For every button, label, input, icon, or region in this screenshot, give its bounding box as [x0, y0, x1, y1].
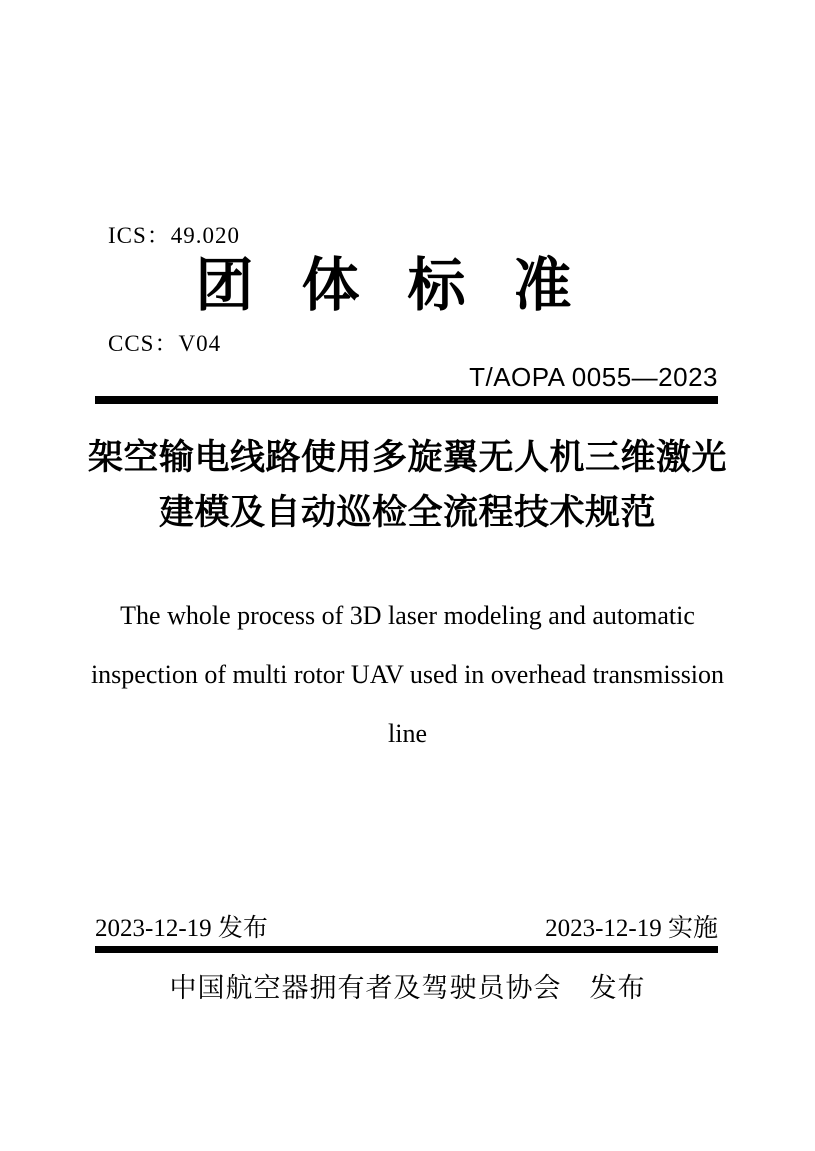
title-chinese: [0, 430, 815, 540]
title-english: [0, 586, 815, 763]
bottom-rule-divider: [95, 946, 718, 953]
title-chinese-line-1: 架空输电线路使用多旋翼无人机三维激光: [87, 438, 727, 477]
title-english-line-2: inspection of multi rotor UAV used in overhead transmission: [90, 660, 725, 689]
top-rule-divider: [95, 396, 718, 404]
issue-date: 2023-12-19 发布: [95, 915, 268, 942]
publisher-line: 中国航空器拥有者及驾驶员协会 发布: [169, 973, 646, 1003]
title-english-line-1: The whole process of 3D laser modeling and automatic: [120, 601, 695, 630]
ics-code-line: ICS：49.020: [108, 223, 241, 248]
ccs-code-line: CCS：V04: [108, 331, 222, 356]
title-english-line-3: line: [388, 719, 427, 748]
doc-type-heading: 团体标准: [195, 253, 620, 318]
title-chinese-line-2: 建模及自动巡检全流程技术规范: [158, 493, 656, 532]
dates-row: [95, 908, 718, 944]
implement-date: 2023-12-19 实施: [545, 915, 718, 942]
standard-number: T/AOPA 0055—2023: [469, 362, 718, 392]
